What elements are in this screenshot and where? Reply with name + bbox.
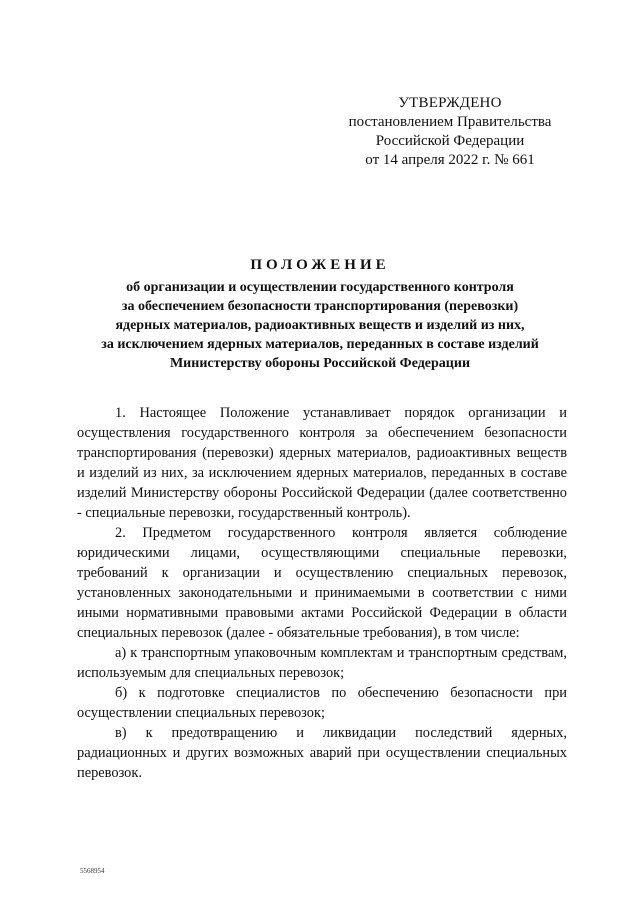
subtitle-line: Министерству обороны Российской Федерации [169,356,471,371]
subtitle-line: за обеспечением безопасности транспортирования (перевозки) [121,299,519,314]
paragraph-1: 1. Настоящее Положение устанавливает порядок организации и осуществления государственного контроля за обеспечением безопасности транспортирования (перевозки) ядерных материалов, радиоактивных веществ и изделий из них, за исключением ядерных материалов, переданных в составе изделий Министерству обороны Российской Федерации (далее соответственно - специальные перевозки, государственный контроль). [77,405,567,521]
document-body [77,403,567,783]
subtitle-line: об организации и осуществлении государственного контроля [126,280,514,295]
document-number: 5568954 [80,867,105,875]
document-title: ПОЛОЖЕНИЕ [250,257,390,273]
paragraph-2a: а) к транспортным упаковочным комплектам и транспортным средствам, используемым для специальных перевозок; [77,645,567,681]
approval-line: Российской Федерации [375,133,525,149]
paragraph-2c: в) к предотвращению и ликвидации последствий ядерных, радиационных и других возможных аварий при осуществлении специальных перевозок. [77,725,567,781]
approval-stamp [300,94,600,170]
approval-line: постановлением Правительства [348,114,552,130]
subtitle-line: за исключением ядерных материалов, переданных в составе изделий [101,337,539,352]
approval-heading: УТВЕРЖДЕНО [398,95,502,111]
paragraph-2: 2. Предметом государственного контроля является соблюдение юридическими лицами, осуществляющими специальные перевозки, требований к организации и осуществлению специальных перевозок, установленных законодательными и принимаемыми в соответствии с ними иными нормативными правовыми актами Российской Федерации в области специальных перевозок (далее - обязательные требования), в том числе: [77,525,567,641]
paragraph-2b: б) к подготовке специалистов по обеспечению безопасности при осуществлении специальных перевозок; [77,685,567,721]
approval-date-line: от 14 апреля 2022 г. № 661 [365,152,535,168]
subtitle-line: ядерных материалов, радиоактивных веществ и изделий из них, [115,318,525,333]
document-subtitle [60,278,580,373]
